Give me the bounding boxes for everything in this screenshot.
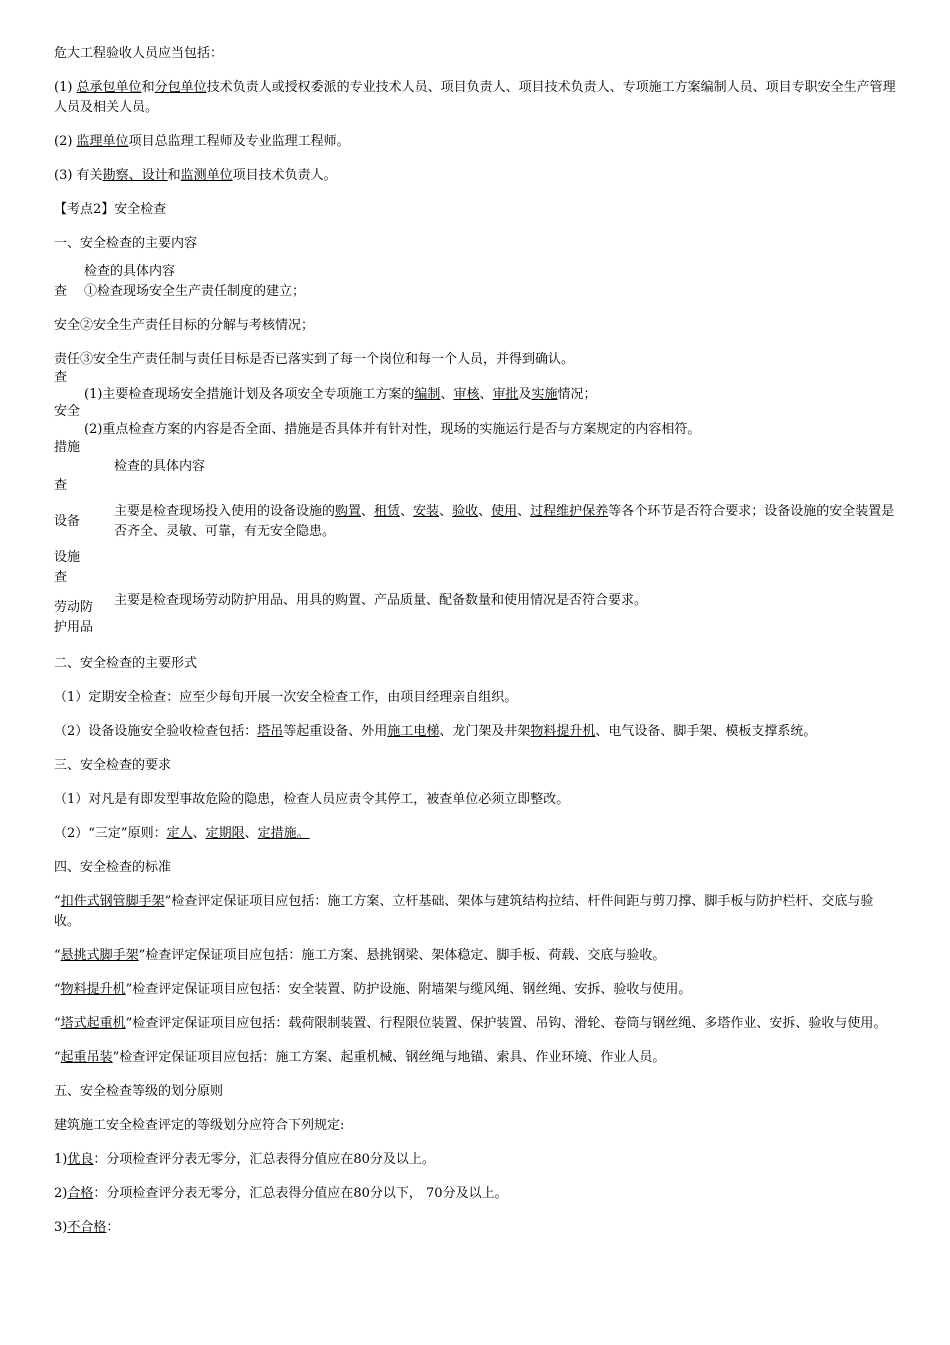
section-2-title: 二、安全检查的主要形式 (54, 656, 198, 671)
equipment-text: 主要是检查现场投入使用的设备设施的购置、租赁、安装、验收、使用、过程维护保养等各个环节是否符合要求；设备设施的安全装置是否齐全、灵敏、可靠，有无安全隐患。 (114, 504, 895, 539)
underlined-term: 分包单位 (154, 80, 207, 95)
underlined-term: 安装 (413, 504, 440, 519)
acceptance-title: 危大工程验收人员应当包括： (54, 46, 224, 61)
section-5-intro: 建筑施工安全检查评定的等级划分应符合下列规定: (54, 1118, 345, 1133)
underlined-term: 起重吊装 (60, 1050, 113, 1065)
section-1-title: 一、安全检查的主要内容 (54, 236, 198, 251)
underlined-term: 总承包单位 (76, 80, 142, 95)
underlined-term: 施工电梯 (387, 724, 440, 739)
responsibility-item-3: ③安全生产责任制与责任目标是否已落实到了每一个岗位和每一个人员，并得到确认。 (80, 352, 575, 367)
measures-item-1: (1)主要检查现场安全措施计划及各项安全专项施工方案的编制、审核、审批及实施情况； (84, 387, 597, 402)
standard-item: “塔式起重机”检查评定保证项目应包括：载荷限制装置、行程限位装置、保护装置、吊钩、滑轮、卷筒与钢丝绳、多塔作业、安拆、验收与使用。 (54, 1016, 887, 1031)
underlined-term: 使用 (491, 504, 518, 519)
underlined-term: 定人 (166, 826, 193, 841)
side-label: 措施 (54, 440, 81, 455)
side-label: 护用品 (54, 620, 94, 635)
section-3-item-1: （1）对凡是有即发型事故危险的隐患，检查人员应责令其停工，被查单位必须立即整改。 (54, 792, 570, 807)
underlined-term: 审核 (453, 387, 480, 402)
underlined-term: 编制 (414, 387, 441, 402)
side-label: 查 (54, 370, 68, 385)
responsibility-item-1: ①检查现场安全生产责任制度的建立； (84, 284, 306, 299)
underlined-term: 验收 (452, 504, 479, 519)
grade-level: 2)合格：分项检查评分表无零分，汇总表得分值应在80分以下， 70分及以上。 (54, 1186, 508, 1201)
underlined-term: 租赁 (374, 504, 401, 519)
acceptance-item-2: (2) 监理单位项目总监理工程师及专业监理工程师。 (54, 134, 350, 149)
standard-item: “物料提升机”检查评定保证项目应包括：安全装置、防护设施、附墙架与缆风绳、钢丝绳、安拆、验收与使用。 (54, 982, 692, 997)
underlined-term: 塔式起重机 (60, 1016, 126, 1031)
standard-item: “扣件式钢管脚手架”检查评定保证项目应包括：施工方案、立杆基础、架体与建筑结构拉结、杆件间距与剪刀撑、脚手板与防护栏杆、交底与验收。 (54, 894, 874, 929)
underlined-term: 物料提升机 (60, 982, 126, 997)
underlined-term: 过程维护保养 (530, 504, 609, 519)
section-2-item-1: （1）定期安全检查：应至少每旬开展一次安全检查工作，由项目经理亲自组织。 (54, 690, 518, 705)
side-label: 设施 (54, 550, 81, 565)
underlined-term: 实施 (531, 387, 558, 402)
section-3-item-2: （2）“三定”原则：定人、定期限、定措施。 (54, 826, 310, 841)
grade-level: 3)不合格： (54, 1220, 120, 1235)
section-3-title: 三、安全检查的要求 (54, 758, 172, 773)
safety-check-table (54, 254, 896, 640)
underlined-term: 扣件式钢管脚手架 (60, 894, 165, 909)
side-label: 劳动防 (54, 600, 94, 615)
underlined-term: 合格 (67, 1186, 94, 1201)
underlined-term: 优良 (67, 1152, 94, 1167)
underlined-term: 监测单位 (180, 168, 233, 183)
side-label: 查 (54, 478, 68, 493)
equipment-header: 检查的具体内容 (114, 459, 206, 474)
standard-item: “悬挑式脚手架”检查评定保证项目应包括：施工方案、悬挑钢梁、架体稳定、脚手板、荷载、交底与验收。 (54, 948, 666, 963)
side-label: 查 (54, 570, 68, 585)
measures-item-2: (2)重点检查方案的内容是否全面、措施是否具体并有针对性，现场的实施运行是否与方案规定的内容相符。 (84, 422, 701, 437)
responsibility-item-2: ②安全生产责任目标的分解与考核情况； (80, 318, 315, 333)
acceptance-item-3: (3) 有关勘察、设计和监测单位项目技术负责人。 (54, 168, 337, 183)
underlined-term: 监理单位 (76, 134, 129, 149)
underlined-term: 物料提升机 (530, 724, 596, 739)
underlined-term: 购置 (335, 504, 362, 519)
side-label: 安全 (54, 318, 81, 333)
section-4-title: 四、安全检查的标准 (54, 860, 172, 875)
side-label: 责任 (54, 352, 81, 367)
underlined-term: 塔吊 (257, 724, 284, 739)
responsibility-header: 检查的具体内容 (84, 264, 176, 279)
underlined-term: 悬挑式脚手架 (60, 948, 139, 963)
underlined-term: 不合格 (67, 1220, 107, 1235)
standard-item: “起重吊装”检查评定保证项目应包括：施工方案、起重机械、钢丝绳与地锚、索具、作业环境、作业人员。 (54, 1050, 666, 1065)
document-page (54, 44, 896, 1238)
side-label: 设备 (54, 514, 81, 529)
section-2-item-2: （2）设备设施安全验收检查包括：塔吊等起重设备、外用施工电梯、龙门架及井架物料提升机、电气设备、脚手架、模板支撑系统。 (54, 724, 817, 739)
underlined-term: 定期限 (205, 826, 245, 841)
ppe-text: 主要是检查现场劳动防护用品、用具的购置、产品质量、配备数量和使用情况是否符合要求。 (114, 593, 648, 608)
grade-level: 1)优良：分项检查评分表无零分，汇总表得分值应在80分及以上。 (54, 1152, 435, 1167)
underlined-term: 审批 (492, 387, 519, 402)
underlined-term: 定措施。 (257, 826, 310, 841)
kaodian-heading: 【考点2】安全检查 (54, 202, 167, 217)
underlined-term: 勘察、设计 (102, 168, 168, 183)
section-5-title: 五、安全检查等级的划分原则 (54, 1084, 224, 1099)
side-label: 安全 (54, 404, 81, 419)
acceptance-item-1: (1) 总承包单位和分包单位技术负责人或授权委派的专业技术人员、项目负责人、项目技术负责人、专项施工方案编制人员、项目专职安全生产管理人员及相关人员。 (54, 80, 896, 115)
side-label: 查 (54, 284, 68, 299)
